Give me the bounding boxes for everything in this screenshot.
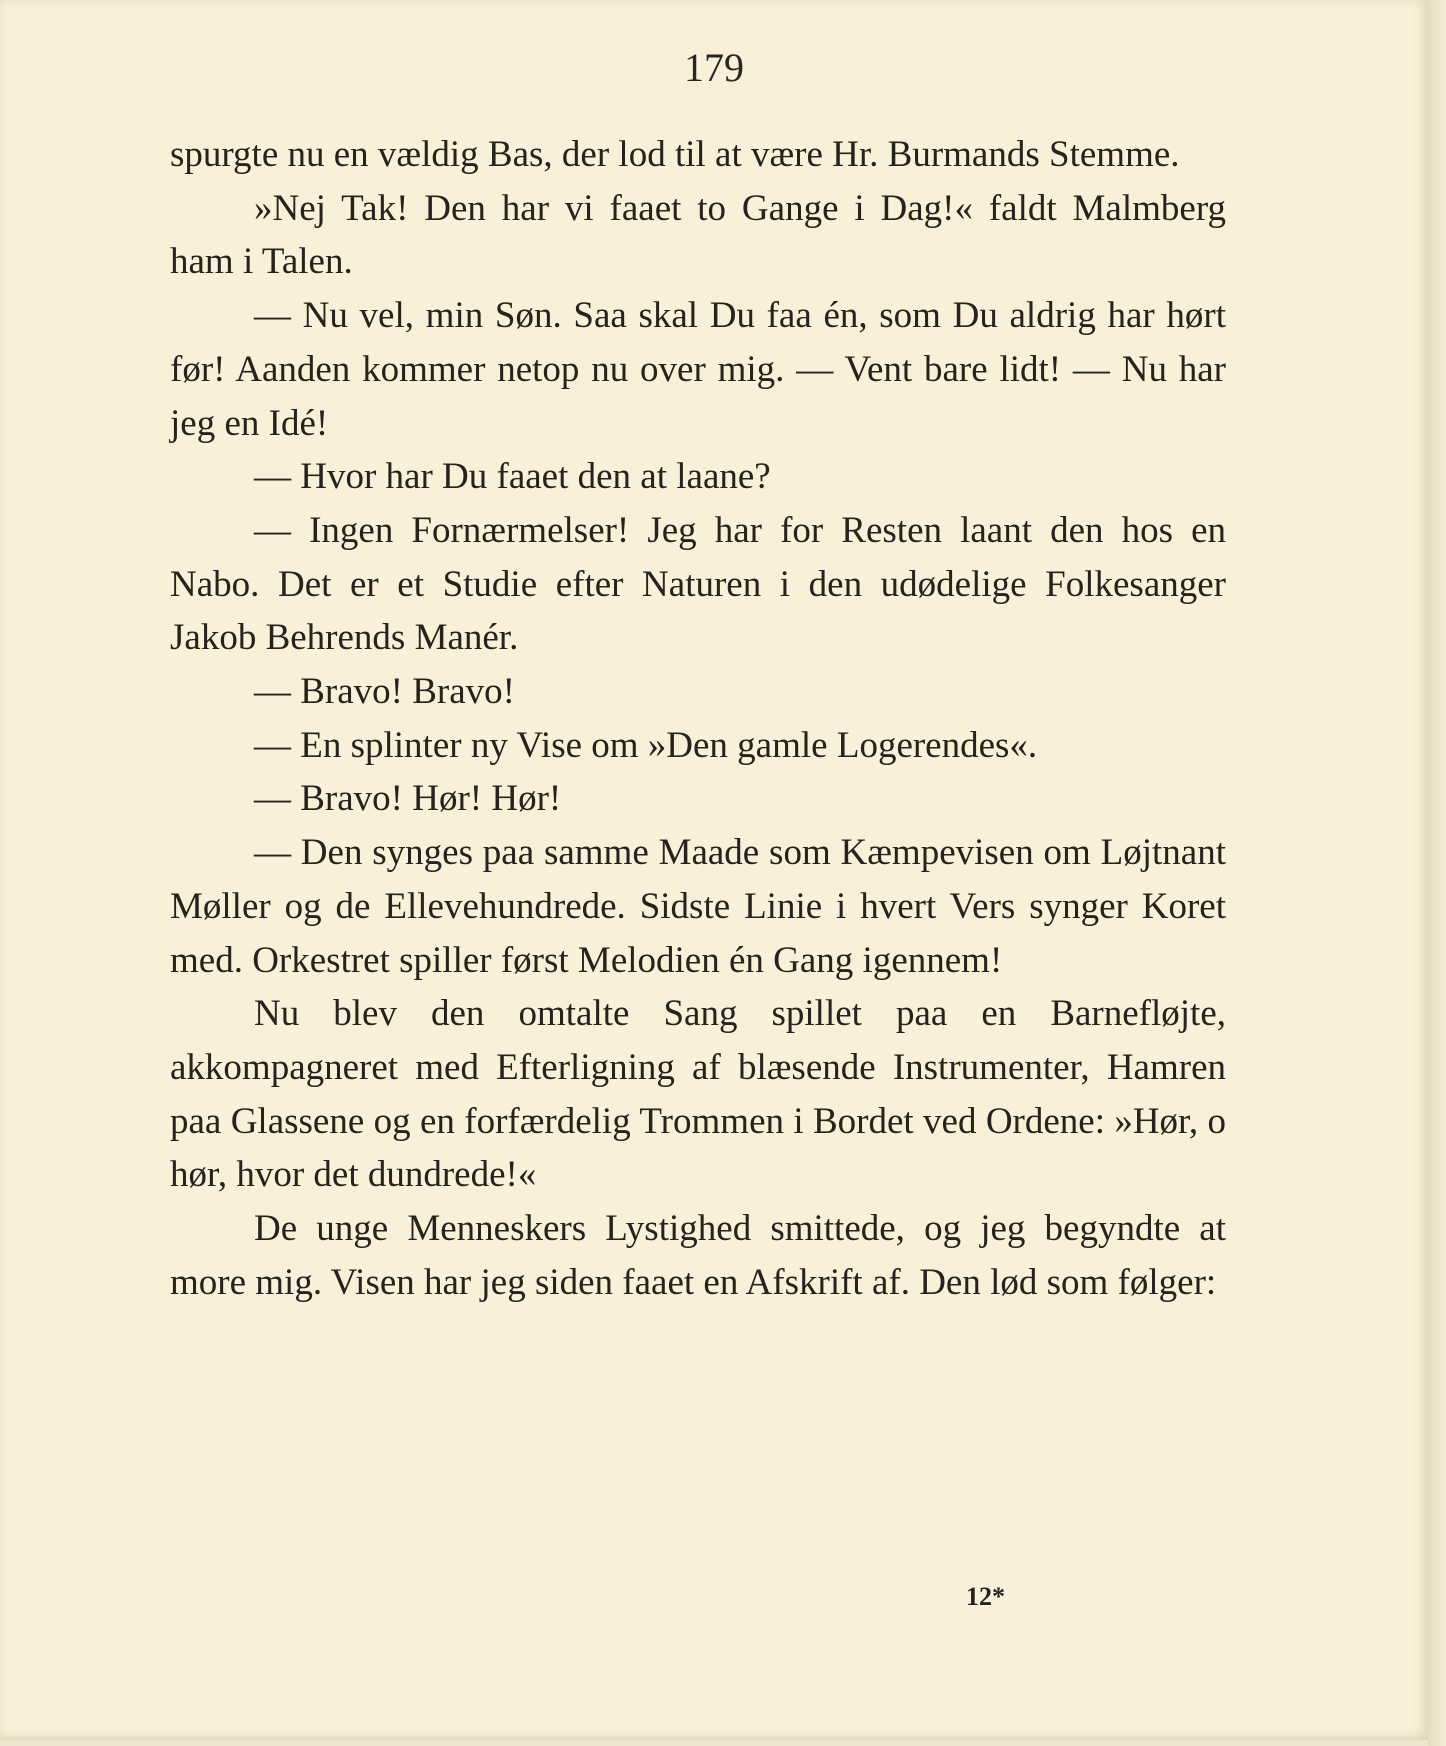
paragraph: De unge Menneskers Lystighed smittede, og jeg begyndte at more mig. Visen har jeg siden faaet en Afskrift af. Den lød som følger: [170, 1208, 1226, 1303]
paragraph: — En splinter ny Vise om »Den gamle Logerendes«. [254, 724, 1038, 766]
paragraph: »Nej Tak! Den har vi faaet to Gange i Dag!« faldt Malmberg ham i Talen. [170, 187, 1226, 283]
paragraph: — Den synges paa samme Maade som Kæmpevisen om Løjtnant Møller og de Ellevehundrede. Sidste Linie i hvert Vers synger Koret med. Orkestret spiller først Melodien én Gang igennem! [170, 832, 1226, 981]
page-edge [1428, 0, 1446, 1746]
paragraph: Nu blev den omtalte Sang spillet paa en Barnefløjte, akkompagneret med Efterligning af blæsende Instrumenter, Hamren paa Glassene og en forfærdelig Trommen i Bordet ved Ordene: »Hør, o hør, hvor det dundrede!« [170, 993, 1226, 1196]
paragraph: — Nu vel, min Søn. Saa skal Du faa én, som Du aldrig har hørt før! Aanden kommer netop nu over mig. — Vent bare lidt! — Nu har jeg en Idé! [170, 295, 1226, 444]
signature-mark: 12* [966, 1582, 1005, 1611]
page-number: 179 [684, 45, 744, 90]
paragraph: — Hvor har Du faaet den at laane? [254, 456, 771, 498]
paragraph: — Bravo! Bravo! [254, 671, 515, 713]
paragraph: — Ingen Fornærmelser! Jeg har for Resten laant den hos en Nabo. Det er et Studie efter Naturen i den udødelige Folkesanger Jakob Behrends Manér. [170, 509, 1226, 659]
body-text [170, 128, 1226, 1309]
paragraph: spurgte nu en vældig Bas, der lod til at være Hr. Burmands Stemme. [170, 134, 1180, 175]
paragraph: — Bravo! Hør! Hør! [254, 778, 562, 820]
